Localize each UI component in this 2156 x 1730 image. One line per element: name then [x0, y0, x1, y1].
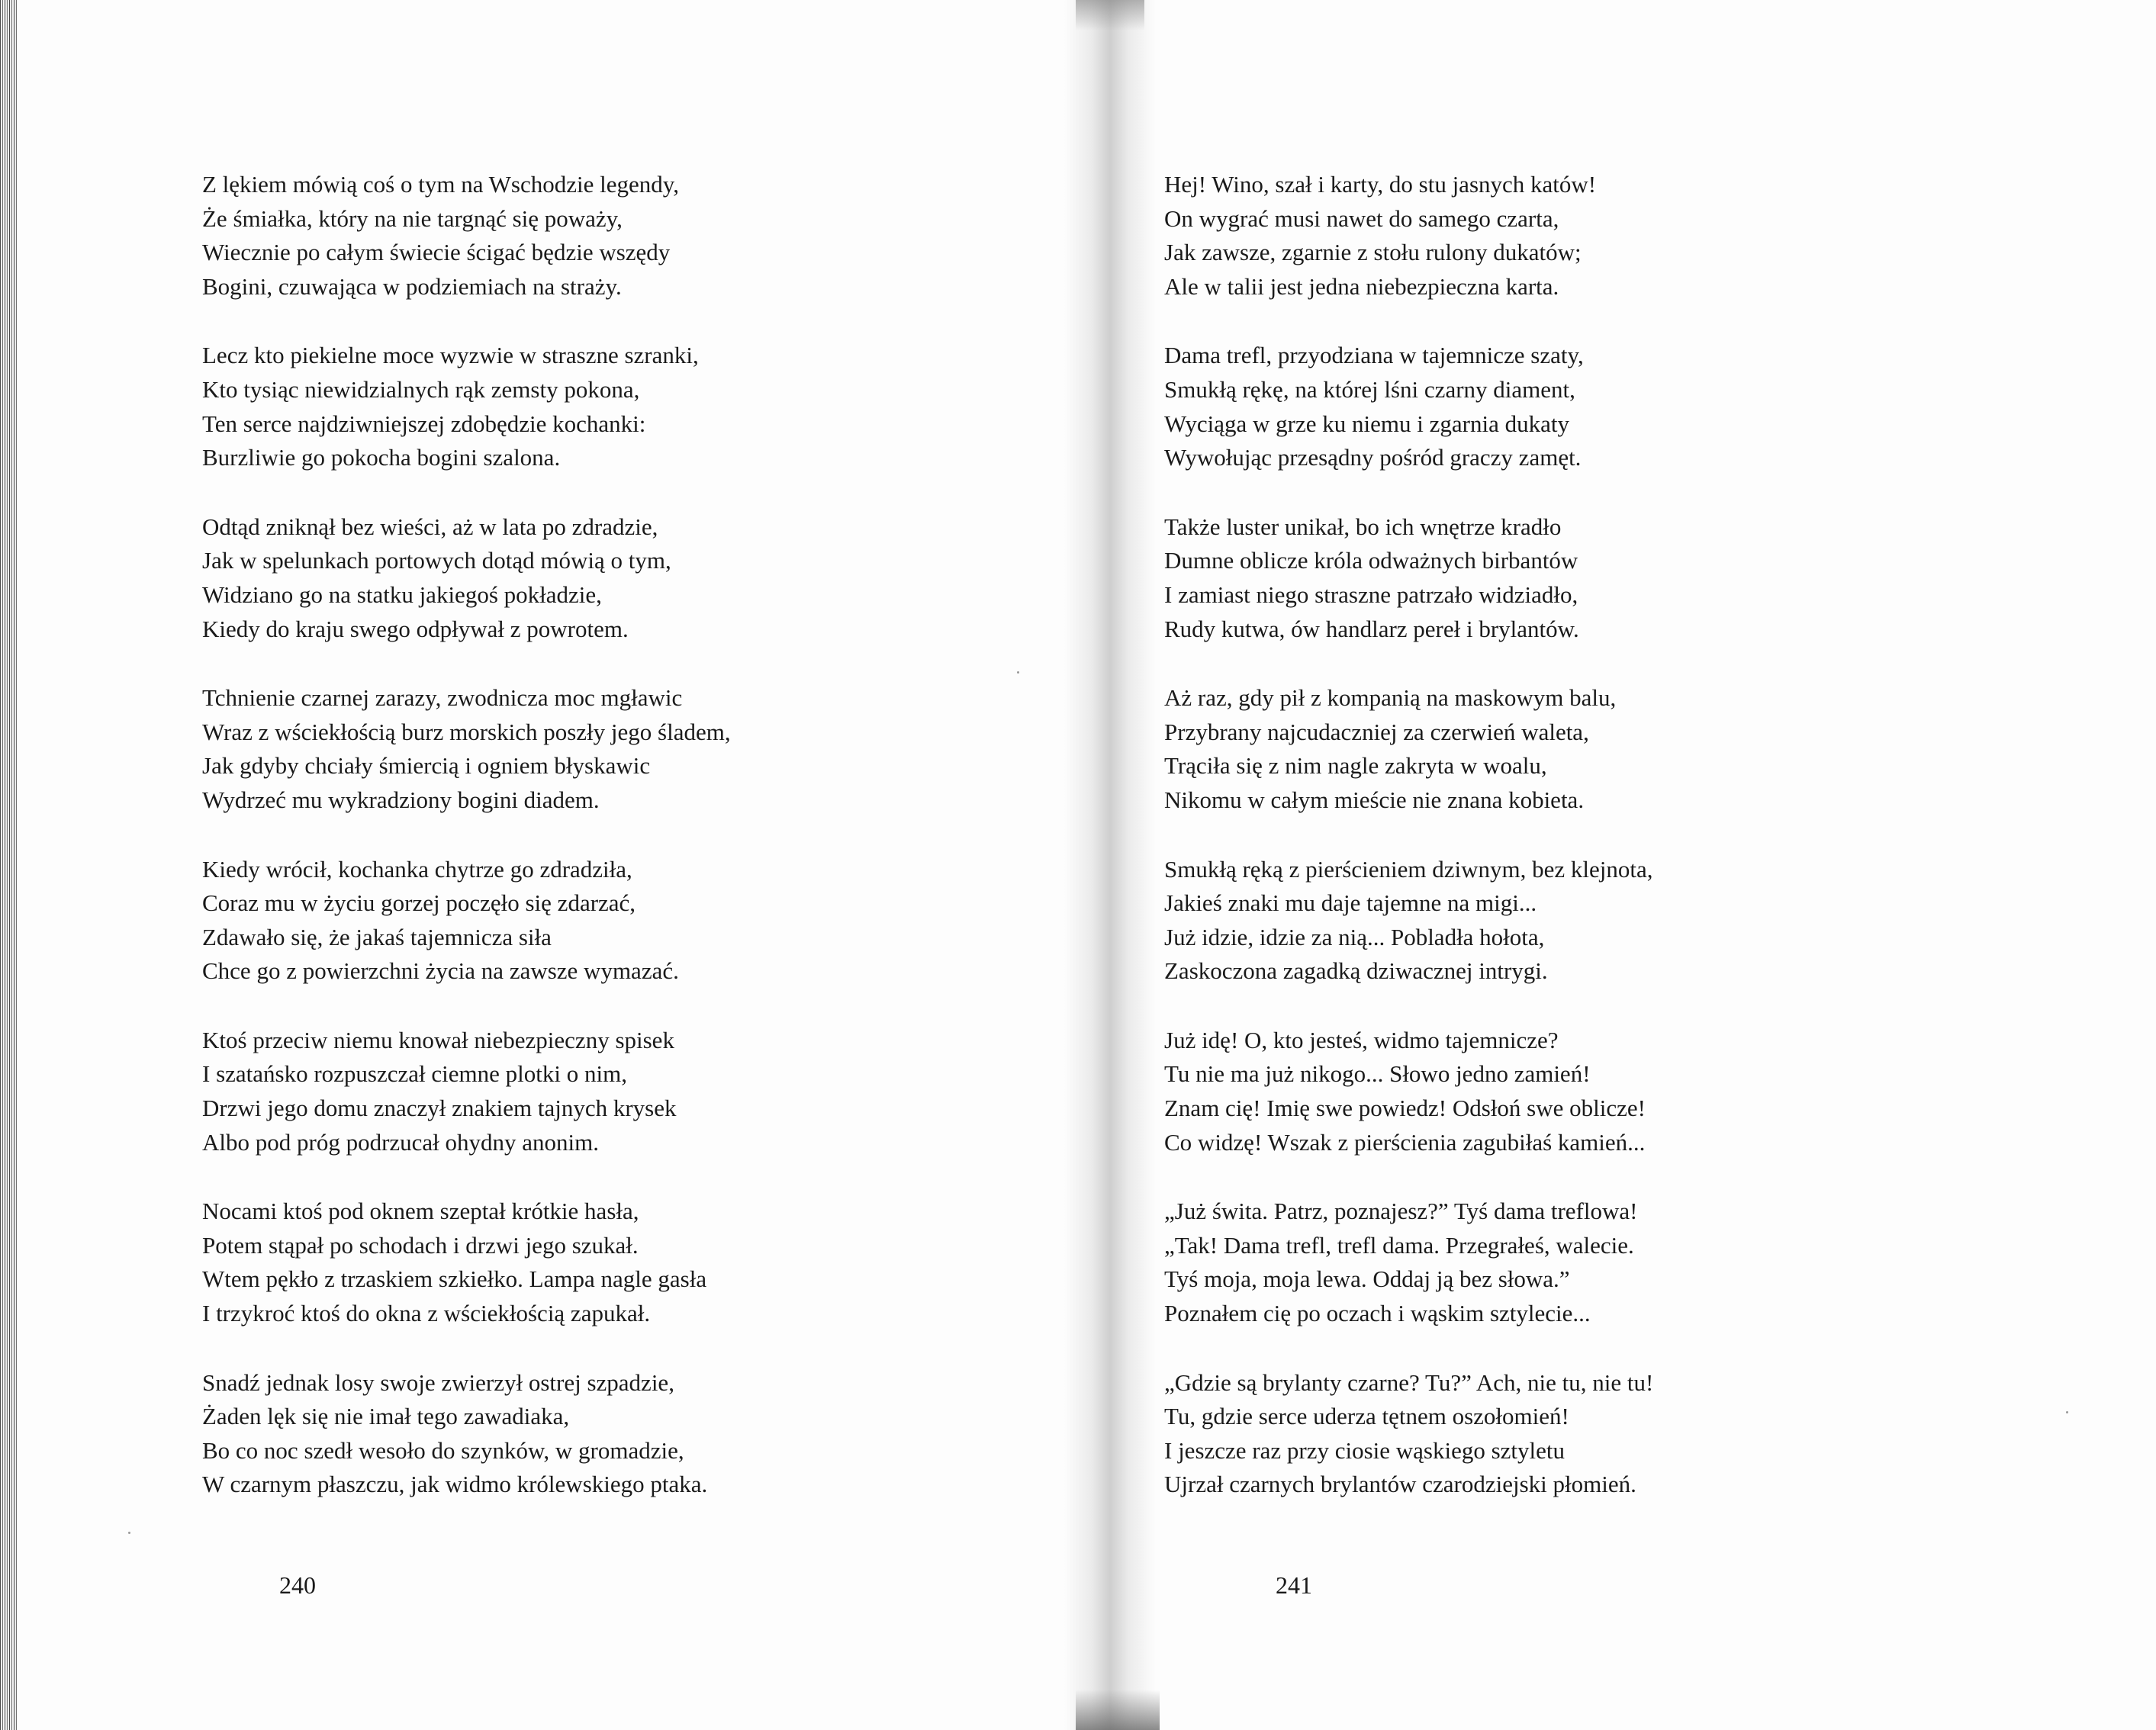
stanza: [1164, 681, 1653, 817]
verse-line: Tyś moja, moja lewa. Oddaj ją bez słowa.”: [1164, 1265, 1570, 1293]
binding-edge: [0, 0, 17, 1730]
verse-line: Jakieś znaki mu daje tajemne na migi...: [1164, 889, 1537, 917]
verse-line: Ale w talii jest jedna niebezpieczna karta.: [1164, 272, 1559, 300]
stanza: [1164, 339, 1653, 474]
verse-line: Hej! Wino, szał i karty, do stu jasnych katów!: [1164, 171, 1597, 198]
stanza: [1164, 168, 1653, 304]
verse-line: Że śmiałka, który na nie targnąć się poważy,: [202, 204, 623, 232]
verse-line: Wydrzeć mu wykradziony bogini diadem.: [202, 786, 600, 813]
verse-line: Rudy kutwa, ów handlarz pereł i brylantów.: [1164, 615, 1579, 642]
verse-line: Już idzie, idzie za nią... Pobladła hołota,: [1164, 923, 1545, 950]
stanza: [1164, 1024, 1653, 1159]
verse-line: Bogini, czuwająca w podziemiach na straży.: [202, 272, 622, 300]
verse-line: Wiecznie po całym świecie ścigać będzie wszędy: [202, 239, 671, 266]
verse-line: Potem stąpał po schodach i drzwi jego szukał.: [202, 1231, 639, 1259]
verse-line: Dama trefl, przyodziana w tajemnicze szaty,: [1164, 342, 1584, 369]
verse-line: Ten serce najdziwniejszej zdobędzie kochanki:: [202, 410, 646, 437]
verse-line: Tchnienie czarnej zarazy, zwodnicza moc mgławic: [202, 684, 683, 712]
verse-line: Zaskoczona zagadką dziwacznej intrygi.: [1164, 957, 1548, 985]
verse-line: Odtąd zniknął bez wieści, aż w lata po zdradzie,: [202, 513, 658, 540]
stanza: [202, 339, 731, 474]
stanza: [202, 510, 731, 646]
stanza: [1164, 853, 1653, 989]
stanza: [1164, 1195, 1653, 1330]
verse-line: Przybrany najcudaczniej za czerwień waleta,: [1164, 718, 1589, 745]
verse-line: Trąciła się z nim nagle zakryta w woalu,: [1164, 752, 1547, 780]
right-poem: [1164, 168, 1653, 1537]
verse-line: W czarnym płaszczu, jak widmo królewskiego ptaka.: [202, 1471, 708, 1498]
verse-line: „Już świta. Patrz, poznajesz?” Tyś dama treflowa!: [1164, 1198, 1638, 1225]
verse-line: Albo pod próg podrzucał ohydny anonim.: [202, 1128, 600, 1156]
verse-line: Snadź jednak losy swoje zwierzył ostrej szpadzie,: [202, 1368, 674, 1396]
stanza: [202, 1366, 731, 1502]
stanza: [1164, 1366, 1653, 1502]
verse-line: Wtem pękło z trzaskiem szkiełko. Lampa nagle gasła: [202, 1265, 707, 1293]
verse-line: Smukłą rękę, na której lśni czarny diament,: [1164, 375, 1575, 403]
verse-line: „Gdzie są brylanty czarne? Tu?” Ach, nie tu, nie tu!: [1164, 1368, 1654, 1396]
verse-line: Kiedy do kraju swego odpływał z powrotem.: [202, 615, 629, 642]
verse-line: Tu nie ma już nikogo... Słowo jedno zamień!: [1164, 1060, 1591, 1088]
verse-line: Kto tysiąc niewidzialnych rąk zemsty pokona,: [202, 375, 640, 403]
verse-line: Coraz mu w życiu gorzej poczęło się zdarzać,: [202, 889, 636, 917]
verse-line: Ktoś przeciw niemu knował niebezpieczny spisek: [202, 1026, 674, 1053]
verse-line: Już idę! O, kto jesteś, widmo tajemnicze?: [1164, 1026, 1559, 1053]
verse-line: Smukłą ręką z pierścieniem dziwnym, bez klejnota,: [1164, 855, 1653, 883]
page-number: 240: [279, 1571, 316, 1599]
verse-line: Jak gdyby chciały śmiercią i ogniem błyskawic: [202, 752, 651, 780]
verse-line: Także luster unikał, bo ich wnętrze kradło: [1164, 513, 1562, 540]
verse-line: Aż raz, gdy pił z kompanią na maskowym balu,: [1164, 684, 1617, 712]
verse-line: Co widzę! Wszak z pierścienia zagubiłaś kamień...: [1164, 1128, 1646, 1156]
verse-line: Drzwi jego domu znaczył znakiem tajnych krysek: [202, 1095, 677, 1122]
verse-line: Znam cię! Imię swe powiedz! Odsłoń swe oblicze!: [1164, 1095, 1646, 1122]
verse-line: Z lękiem mówią coś o tym na Wschodzie legendy,: [202, 171, 679, 198]
verse-line: Żaden lęk się nie imał tego zawadiaka,: [202, 1403, 570, 1430]
verse-line: Wyciąga w grze ku niemu i zgarnia dukaty: [1164, 410, 1569, 437]
verse-line: Widziano go na statku jakiegoś pokładzie,: [202, 580, 602, 608]
verse-line: Bo co noc szedł wesoło do szynków, w gromadzie,: [202, 1436, 684, 1464]
verse-line: I jeszcze raz przy ciosie wąskiego sztyletu: [1164, 1436, 1566, 1464]
verse-line: Wraz z wściekłością burz morskich poszły jego śladem,: [202, 718, 731, 745]
stanza: [1164, 510, 1653, 646]
verse-line: Chce go z powierzchni życia na zawsze wymazać.: [202, 957, 679, 985]
verse-line: Lecz kto piekielne moce wyzwie w straszne szranki,: [202, 342, 699, 369]
verse-line: Zdawało się, że jakaś tajemnicza siła: [202, 923, 552, 950]
page-gutter: [1064, 0, 1156, 1730]
verse-line: I zamiast niego straszne patrzało widziadło,: [1164, 580, 1578, 608]
verse-line: Ujrzał czarnych brylantów czarodziejski płomień.: [1164, 1471, 1636, 1498]
verse-line: Wywołując przesądny pośród graczy zamęt.: [1164, 444, 1582, 471]
verse-line: Burzliwie go pokocha bogini szalona.: [202, 444, 561, 471]
verse-line: Poznałem cię po oczach i wąskim sztylecie...: [1164, 1300, 1591, 1327]
verse-line: Kiedy wrócił, kochanka chytrze go zdradziła,: [202, 855, 632, 883]
verse-line: Jak w spelunkach portowych dotąd mówią o tym,: [202, 547, 671, 574]
page-number: 241: [1276, 1571, 1312, 1599]
verse-line: Nocami ktoś pod oknem szeptał krótkie hasła,: [202, 1198, 639, 1225]
stanza: [202, 1024, 731, 1159]
stanza: [202, 1195, 731, 1330]
verse-line: Nikomu w całym mieście nie znana kobieta.: [1164, 786, 1585, 813]
verse-line: Tu, gdzie serce uderza tętnem oszołomień!: [1164, 1403, 1569, 1430]
stanza: [202, 168, 731, 304]
gutter-shadow-top: [1076, 0, 1144, 31]
verse-line: I trzykroć ktoś do okna z wściekłością zapukał.: [202, 1300, 651, 1327]
verse-line: On wygrać musi nawet do samego czarta,: [1164, 204, 1559, 232]
stanza: [202, 853, 731, 989]
verse-line: Dumne oblicze króla odważnych birbantów: [1164, 547, 1578, 574]
left-page: [17, 0, 1077, 1730]
stanza: [202, 681, 731, 817]
verse-line: „Tak! Dama trefl, trefl dama. Przegrałeś, walecie.: [1164, 1231, 1634, 1259]
verse-line: Jak zawsze, zgarnie z stołu rulony dukatów;: [1164, 239, 1582, 266]
verse-line: I szatańsko rozpuszczał ciemne plotki o nim,: [202, 1060, 627, 1088]
left-poem: [202, 168, 731, 1537]
right-page: [1144, 0, 2156, 1730]
